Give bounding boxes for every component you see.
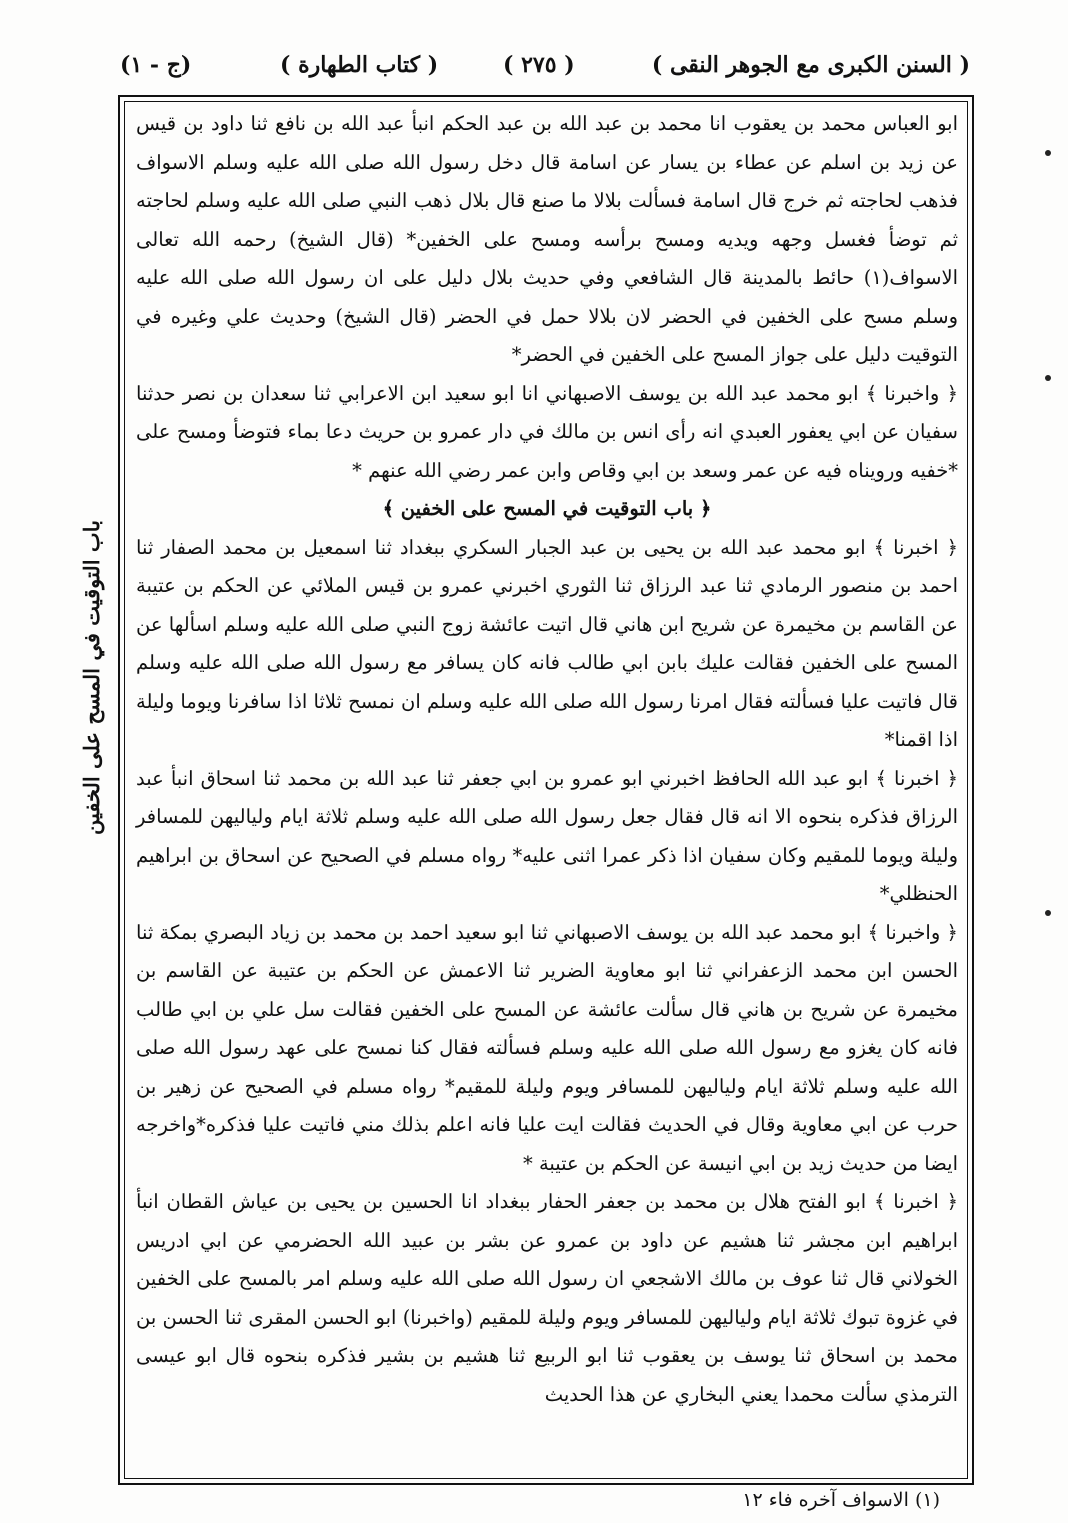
paragraph: ﴿ اخبرنا ﴾ ابو محمد عبد الله بن يحيى بن عبد الجبار السكري ببغداد ثنا اسمعيل بن محمد الصفار ثنا احمد بن منصور الرمادي ثنا عبد الرزاق ثنا الثوري اخبرني عمرو بن قيس الملائي عن الحكم بن عتيبة عن القاسم بن مخيمرة عن شريح ابن هاني قال اتيت عائشة زوج النبي صلى الله عليه وسلم اسألها عن المسح على الخفين فقالت عليك بابن ابي طالب فانه كان يسافر مع رسول الله صلى الله عليه وسلم قال فاتيت عليا فسألته فقال امرنا رسول الله صلى الله عليه وسلم ان نمسح ثلاثا اذا سافرنا ويوما وليلة اذا اقمنا* <box>136 535 958 751</box>
page-number: ( ٢٧٥ ) <box>503 52 575 78</box>
text-frame <box>118 95 974 1485</box>
scan-speck <box>1045 150 1051 156</box>
paragraph: ﴿ اخبرنا ﴾ ابو عبد الله الحافظ اخبرني ابو عمرو بن ابي جعفر ثنا عبد الله بن محمد ثنا اسحاق انبأ عبد الرزاق فذكره بنحوه الا انه قال فقال جعل رسول الله صلى الله عليه وسلم ثلاثة ايام ولياليهن للمسافر وليلة ويوما للمقيم وكان سفيان اذا ذكر عمرا اثنى عليه* رواه مسلم في الصحيح عن اسحاق بن ابراهيم الحنظلي* <box>136 766 958 905</box>
paragraph: ﴿ واخبرنا ﴾ ابو محمد عبد الله بن يوسف الاصبهاني انا ابو سعيد ابن الاعرابي ثنا سعدان بن نصر حدثنا سفيان عن ابي يعفور العبدي انه رأى انس بن مالك في دار عمرو بن حريث دعا بماء فتوضأ ومسح على *خفيه ورويناه فيه عن عمر وسعد بن ابي وقاص وابن عمر رضي الله عنهم * <box>136 381 958 482</box>
running-title: ( السنن الكبرى مع الجوهر النقى ) <box>651 52 970 78</box>
scan-speck <box>1045 910 1051 916</box>
paragraph: ابو العباس محمد بن يعقوب انا محمد بن عبد الله بن عبد الحكم انبأ عبد الله بن نافع ثنا داود بن قيس عن زيد بن اسلم عن عطاء بن يسار عن اسامة قال دخل رسول الله صلى الله عليه وسلم الاسواف فذهب لحاجته ثم خرج قال اسامة فسألت بلالا ما صنع قال بلال ذهب النبي صلى الله عليه وسلم لحاجته ثم توضأ فغسل وجهه ويديه ومسح برأسه ومسح على الخفين* (قال الشيخ) رحمه الله تعالى الاسواف(١) حائط بالمدينة قال الشافعي وفي حديث بلال دليل على ان رسول الله صلى الله عليه وسلم مسح على الخفين في الحضر لان بلالا حمل في الحضر (قال الشيخ) وحديث علي وغيره في التوقيت دليل على جواز المسح على الخفين في الحضر* <box>136 112 958 366</box>
body-text <box>136 105 958 1414</box>
paragraph: ﴿ واخبرنا ﴾ ابو محمد عبد الله بن يوسف الاصبهاني ثنا ابو سعيد احمد بن محمد بن زياد البصري بمكة ثنا الحسن ابن محمد الزعفراني ثنا ابو معاوية الضرير ثنا الاعمش عن الحكم بن عتيبة عن القاسم بن مخيمرة عن شريح بن هاني قال سألت عائشة عن المسح على الخفين فقالت سل علي بن ابي طالب فانه كان يغزو مع رسول الله صلى الله عليه وسلم فسألته فقال كنا نمسح على عهد رسول الله صلى الله عليه وسلم ثلاثة ايام ولياليهن للمسافر ويوم وليلة للمقيم* رواه مسلم في الصحيح عن زهير بن حرب عن ابي معاوية وقال في الحديث فقالت ايت عليا فانه اعلم بذلك مني فاتيت عليا فذكره*واخرجه ايضا من حديث زيد بن ابي انيسة عن الحكم بن عتيبة * <box>136 920 958 1175</box>
book-title: ( كتاب الطهارة ) <box>280 52 439 78</box>
page-header <box>120 48 970 94</box>
scan-speck <box>1045 375 1051 381</box>
footnote: (١) الاسواف آخره فاء ١٢ <box>742 1489 940 1511</box>
volume-number: (ج - ١) <box>120 52 192 78</box>
section-heading: ﴿ باب التوقيت في المسح على الخفين ﴾ <box>382 497 712 520</box>
margin-heading: باب التوقيت في المسح على الخفين <box>79 520 104 835</box>
paragraph: ﴿ اخبرنا ﴾ ابو الفتح هلال بن محمد بن جعفر الحفار ببغداد انا الحسين بن يحيى بن عياش القطان انبأ ابراهيم ابن مجشر ثنا هشيم عن داود بن عمرو عن بشر بن عبيد الله الحضرمي عن ابي ادريس الخولاني قال ثنا عوف بن مالك الاشجعي ان رسول الله صلى الله عليه وسلم امر بالمسح على الخفين في غزوة تبوك ثلاثة ايام ولياليهن للمسافر ويوم وليلة للمقيم (واخبرنا) ابو الحسن المقرى ثنا الحسن بن محمد بن اسحاق ثنا يوسف بن يعقوب ثنا ابو الربيع ثنا هشيم بن بشير فذكره بنحوه قال ابو عيسى الترمذي سألت محمدا يعني البخاري عن هذا الحديث <box>136 1190 958 1406</box>
